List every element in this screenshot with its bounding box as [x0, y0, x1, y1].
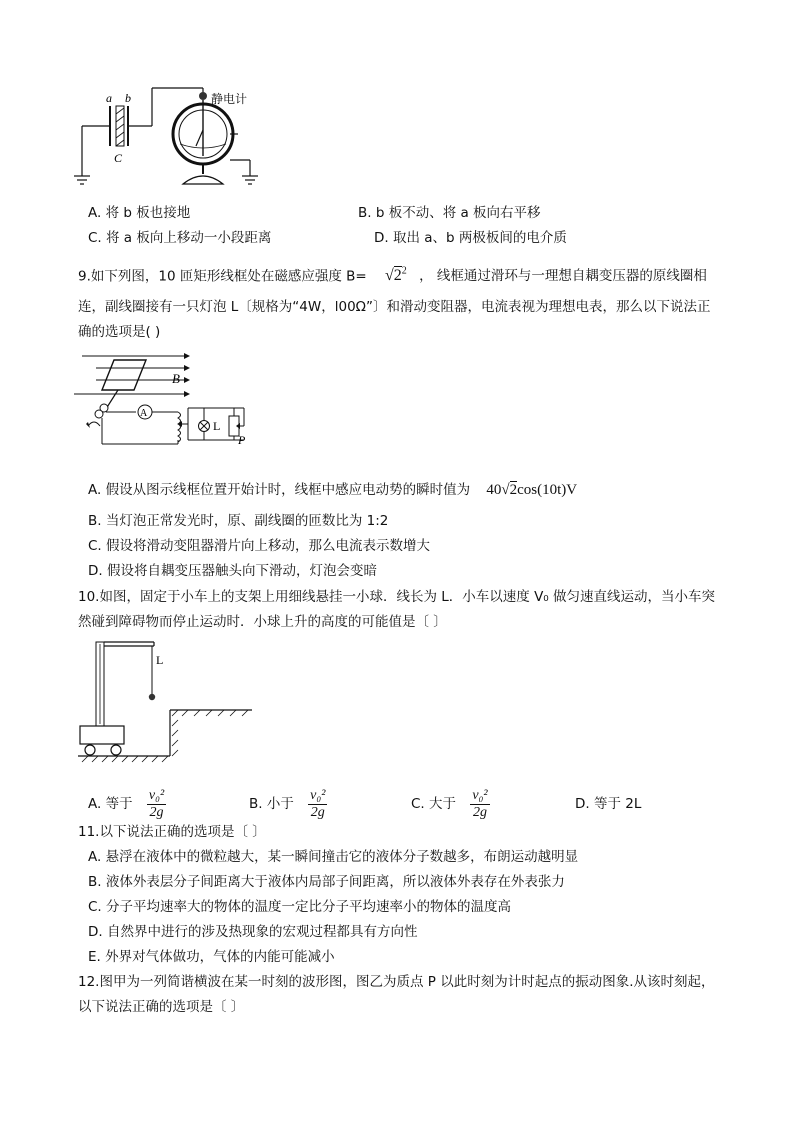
- q9-option-a: A. 假设从图示线框位置开始计时，线框中感应电动势的瞬时值为 40√2cos(10t)V: [88, 482, 578, 498]
- q9-option-c: C. 假设将滑动变阻器滑片向上移动，那么电流表示数增大: [88, 538, 431, 554]
- q10-option-a-prefix: A. 等于: [88, 796, 133, 812]
- label-c: C: [114, 151, 123, 165]
- cart-pendulum-figure: [76, 640, 256, 775]
- q9-stem-line2: 连，副线圈接有一只灯泡 L〔规格为“4W，l00Ω”〕和滑动变阻器，电流表视为理想电表，那么以下说法正: [78, 299, 711, 315]
- q9-option-a-text: A. 假设从图示线框位置开始计时，线框中感应电动势的瞬时值为: [88, 482, 471, 498]
- q10-option-c: [411, 786, 490, 822]
- q10-option-b-prefix: B. 小于: [249, 796, 294, 812]
- q10-stem-line2: 然碰到障碍物而停止运动时．小球上升的高度的可能值是〔 〕: [78, 614, 447, 630]
- q10-c-frac-den: 2g: [472, 804, 487, 820]
- q9-formula-coef: 40: [486, 482, 502, 498]
- q9-stem-line3: 确的选项是( ): [78, 324, 161, 340]
- fig9-label-p: P: [238, 433, 246, 447]
- electrometer-label: 静电计: [211, 92, 248, 106]
- q9-formula-rest: cos(10t)V: [517, 482, 578, 498]
- q10-a-frac-den: 2g: [149, 804, 164, 820]
- q11-option-c: C. 分子平均速率大的物体的温度一定比分子平均速率小的物体的温度高: [88, 899, 512, 915]
- q9-stem-sqrt: 2: [393, 267, 402, 285]
- fig9-label-b: B: [172, 371, 180, 386]
- q11-option-e: E. 外界对气体做功，气体的内能可能减小: [88, 949, 335, 965]
- q11-option-d: D. 自然界中进行的涉及热现象的宏观过程都具有方向性: [88, 924, 418, 940]
- q9-formula-sqrt: 2: [509, 482, 518, 498]
- q10-option-c-prefix: C. 大于: [411, 796, 457, 812]
- q10-a-frac-num: v₀²: [148, 787, 165, 803]
- q10-c-frac-num: v₀²: [472, 787, 488, 803]
- q9-option-b: B. 当灯泡正常发光时，原、副线圈的匝数比为 1:2: [88, 513, 389, 529]
- q11-stem: 11.以下说法正确的选项是〔 〕: [78, 824, 266, 840]
- q10-b-frac-den: 2g: [310, 804, 325, 820]
- fig9-label-l: L: [213, 419, 221, 433]
- coil-transformer-figure: [74, 350, 256, 450]
- q8-option-a: A. 将 b 板也接地: [88, 205, 191, 221]
- q10-option-a: [88, 786, 166, 822]
- q9-option-d: D. 假设将自耦变压器触头向下滑动，灯泡会变暗: [88, 563, 377, 579]
- q9-stem-exp: 2: [401, 266, 407, 277]
- q11-option-a: A. 悬浮在液体中的微粒越大，某一瞬间撞击它的液体分子数越多，布朗运动越明显: [88, 849, 579, 865]
- fig9-label-a: A: [140, 408, 148, 419]
- fig10-label-l: L: [156, 653, 164, 667]
- q8-option-c: C. 将 a 板向上移动一小段距离: [88, 230, 272, 246]
- q8-option-d: D. 取出 a、b 两极板间的电介质: [374, 230, 567, 246]
- label-b: b: [125, 91, 131, 105]
- q9-stem-part1: 9.如下列图，10 匝矩形线框处在磁感应强度 B=: [78, 268, 367, 285]
- q9-stem-line1: 9.如下列图，10 匝矩形线框处在磁感应强度 $B= √2^2$ ， 线框通过滑环与一理想自耦变压器的原线圈相: [78, 266, 707, 285]
- q10-stem-line1: 10.如图，固定于小车上的支架上用细线悬挂一小球．线长为 L．小车以速度 V₀ 做匀速直线运动，当小车突: [78, 589, 716, 605]
- label-a: a: [106, 91, 112, 105]
- q10-option-b: [249, 786, 327, 822]
- q10-option-d: D. 等于 2L: [575, 796, 642, 812]
- q10-b-frac-num: v₀²: [310, 787, 326, 803]
- q8-option-b: B. b 板不动、将 a 板向右平移: [358, 205, 541, 221]
- q12-stem-line2: 以下说法正确的选项是〔 〕: [78, 999, 245, 1015]
- q9-stem-part2: ， 线框通过滑环与一理想自耦变压器的原线圈相: [419, 268, 707, 285]
- q12-stem-line1: 12.图甲为一列简谐横波在某一时刻的波形图，图乙为质点 P 以此时刻为计时起点的振动图象.从该时刻起，: [78, 974, 715, 990]
- q11-option-b: B. 液体外表层分子间距离大于液体内局部子间距离，所以液体外表存在外表张力: [88, 874, 565, 890]
